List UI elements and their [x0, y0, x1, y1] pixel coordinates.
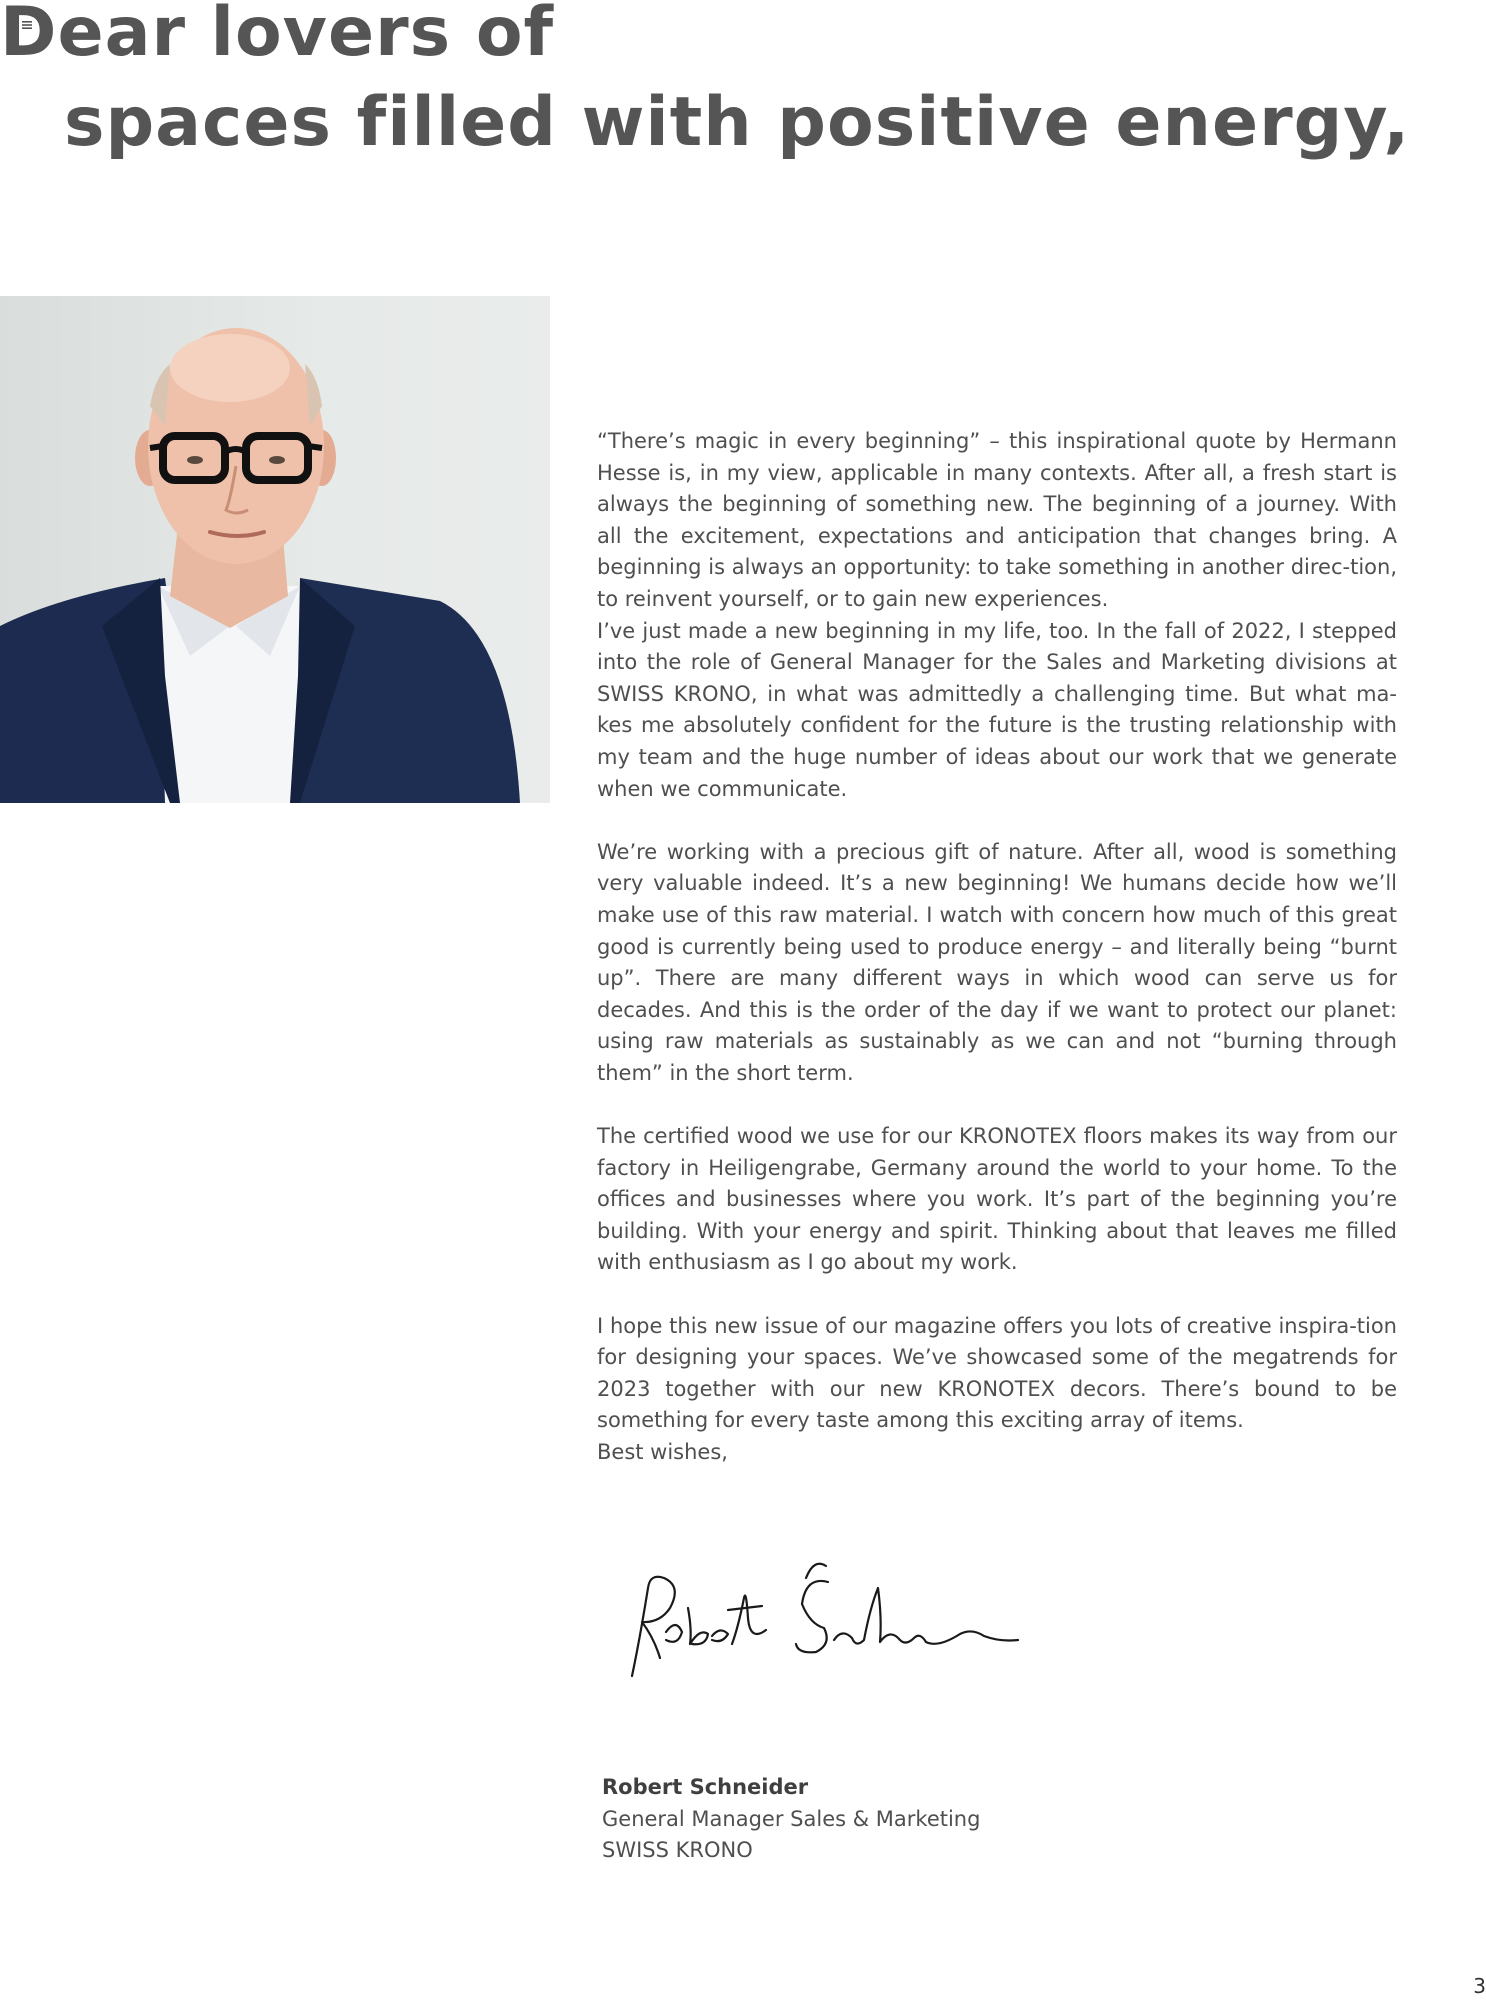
signoff-title: General Manager Sales & Marketing — [602, 1806, 981, 1831]
letter-body — [597, 426, 1397, 1469]
page-number: 3 — [1473, 1974, 1486, 1998]
letter-paragraph-1: “There’s magic in every beginning” – this inspirational quote by Hermann Hesse is, in my view, applicable in many contexts. After all, a fresh start is always the beginning of something new. The beginning of a journey. With all the excitement, expectations and anticipation that changes bring. A beginning is always an opportunity: to take something in another direc-tion, to reinvent yourself, or to gain new experiences. — [597, 429, 1397, 611]
letter-paragraph-3: We’re working with a precious gift of nature. After all, wood is something very valuable indeed. It’s a new beginning! We humans decide how we’ll make use of this raw material. I watch with concern how much of this great good is currently being used to produce energy – and literally being “burnt up”. There are many different ways in which wood can serve us for decades. And this is the order of the day if we want to protect our planet: using raw materials as sustainably as we can and not “burning through them” in the short term. — [597, 839, 1397, 1085]
signoff-block — [602, 1772, 980, 1867]
handwritten-signature — [620, 1548, 1020, 1688]
headline-line-1: Dear lovers of — [0, 0, 555, 72]
page-headline — [0, 0, 1410, 168]
letter-paragraph-2: I’ve just made a new beginning in my life, too. In the fall of 2022, I stepped into the role of General Manager for the Sales and Marketing divisions at SWISS KRONO, in what was admittedly a challenging time. But what ma-kes me absolutely confident for the future is the trusting relationship with my team and the huge number of ideas about our work that we generate when we communicate. — [597, 618, 1397, 801]
letter-paragraph-4: The certified wood we use for our KRONOTEX floors makes its way from our factory in Heiligengrabe, Germany around the world to your home. To the offices and businesses where you work. It’s part of the beginning you’re building. With your energy and spirit. Thinking about that leaves me filled with enthusiasm as I go about my work. — [597, 1124, 1397, 1275]
headline-line-2: spaces filled with positive energy, — [64, 83, 1411, 162]
paragraph-spacer — [597, 805, 1397, 837]
letter-paragraph-5: I hope this new issue of our magazine offers you lots of creative inspira-tion for designing your spaces. We’ve showcased some of the megatrends for 2023 together with our new KRONOTEX decors. There’s bound to be something for every taste among this exciting array of items. — [597, 1313, 1397, 1433]
paragraph-spacer — [597, 1279, 1397, 1311]
paragraph-spacer — [597, 1089, 1397, 1121]
letter-closing: Best wishes, — [597, 1440, 728, 1464]
signoff-company: SWISS KRONO — [602, 1838, 753, 1863]
signoff-name: Robert Schneider — [602, 1775, 809, 1799]
portrait-illustration — [0, 296, 550, 803]
portrait-photo — [0, 296, 550, 803]
